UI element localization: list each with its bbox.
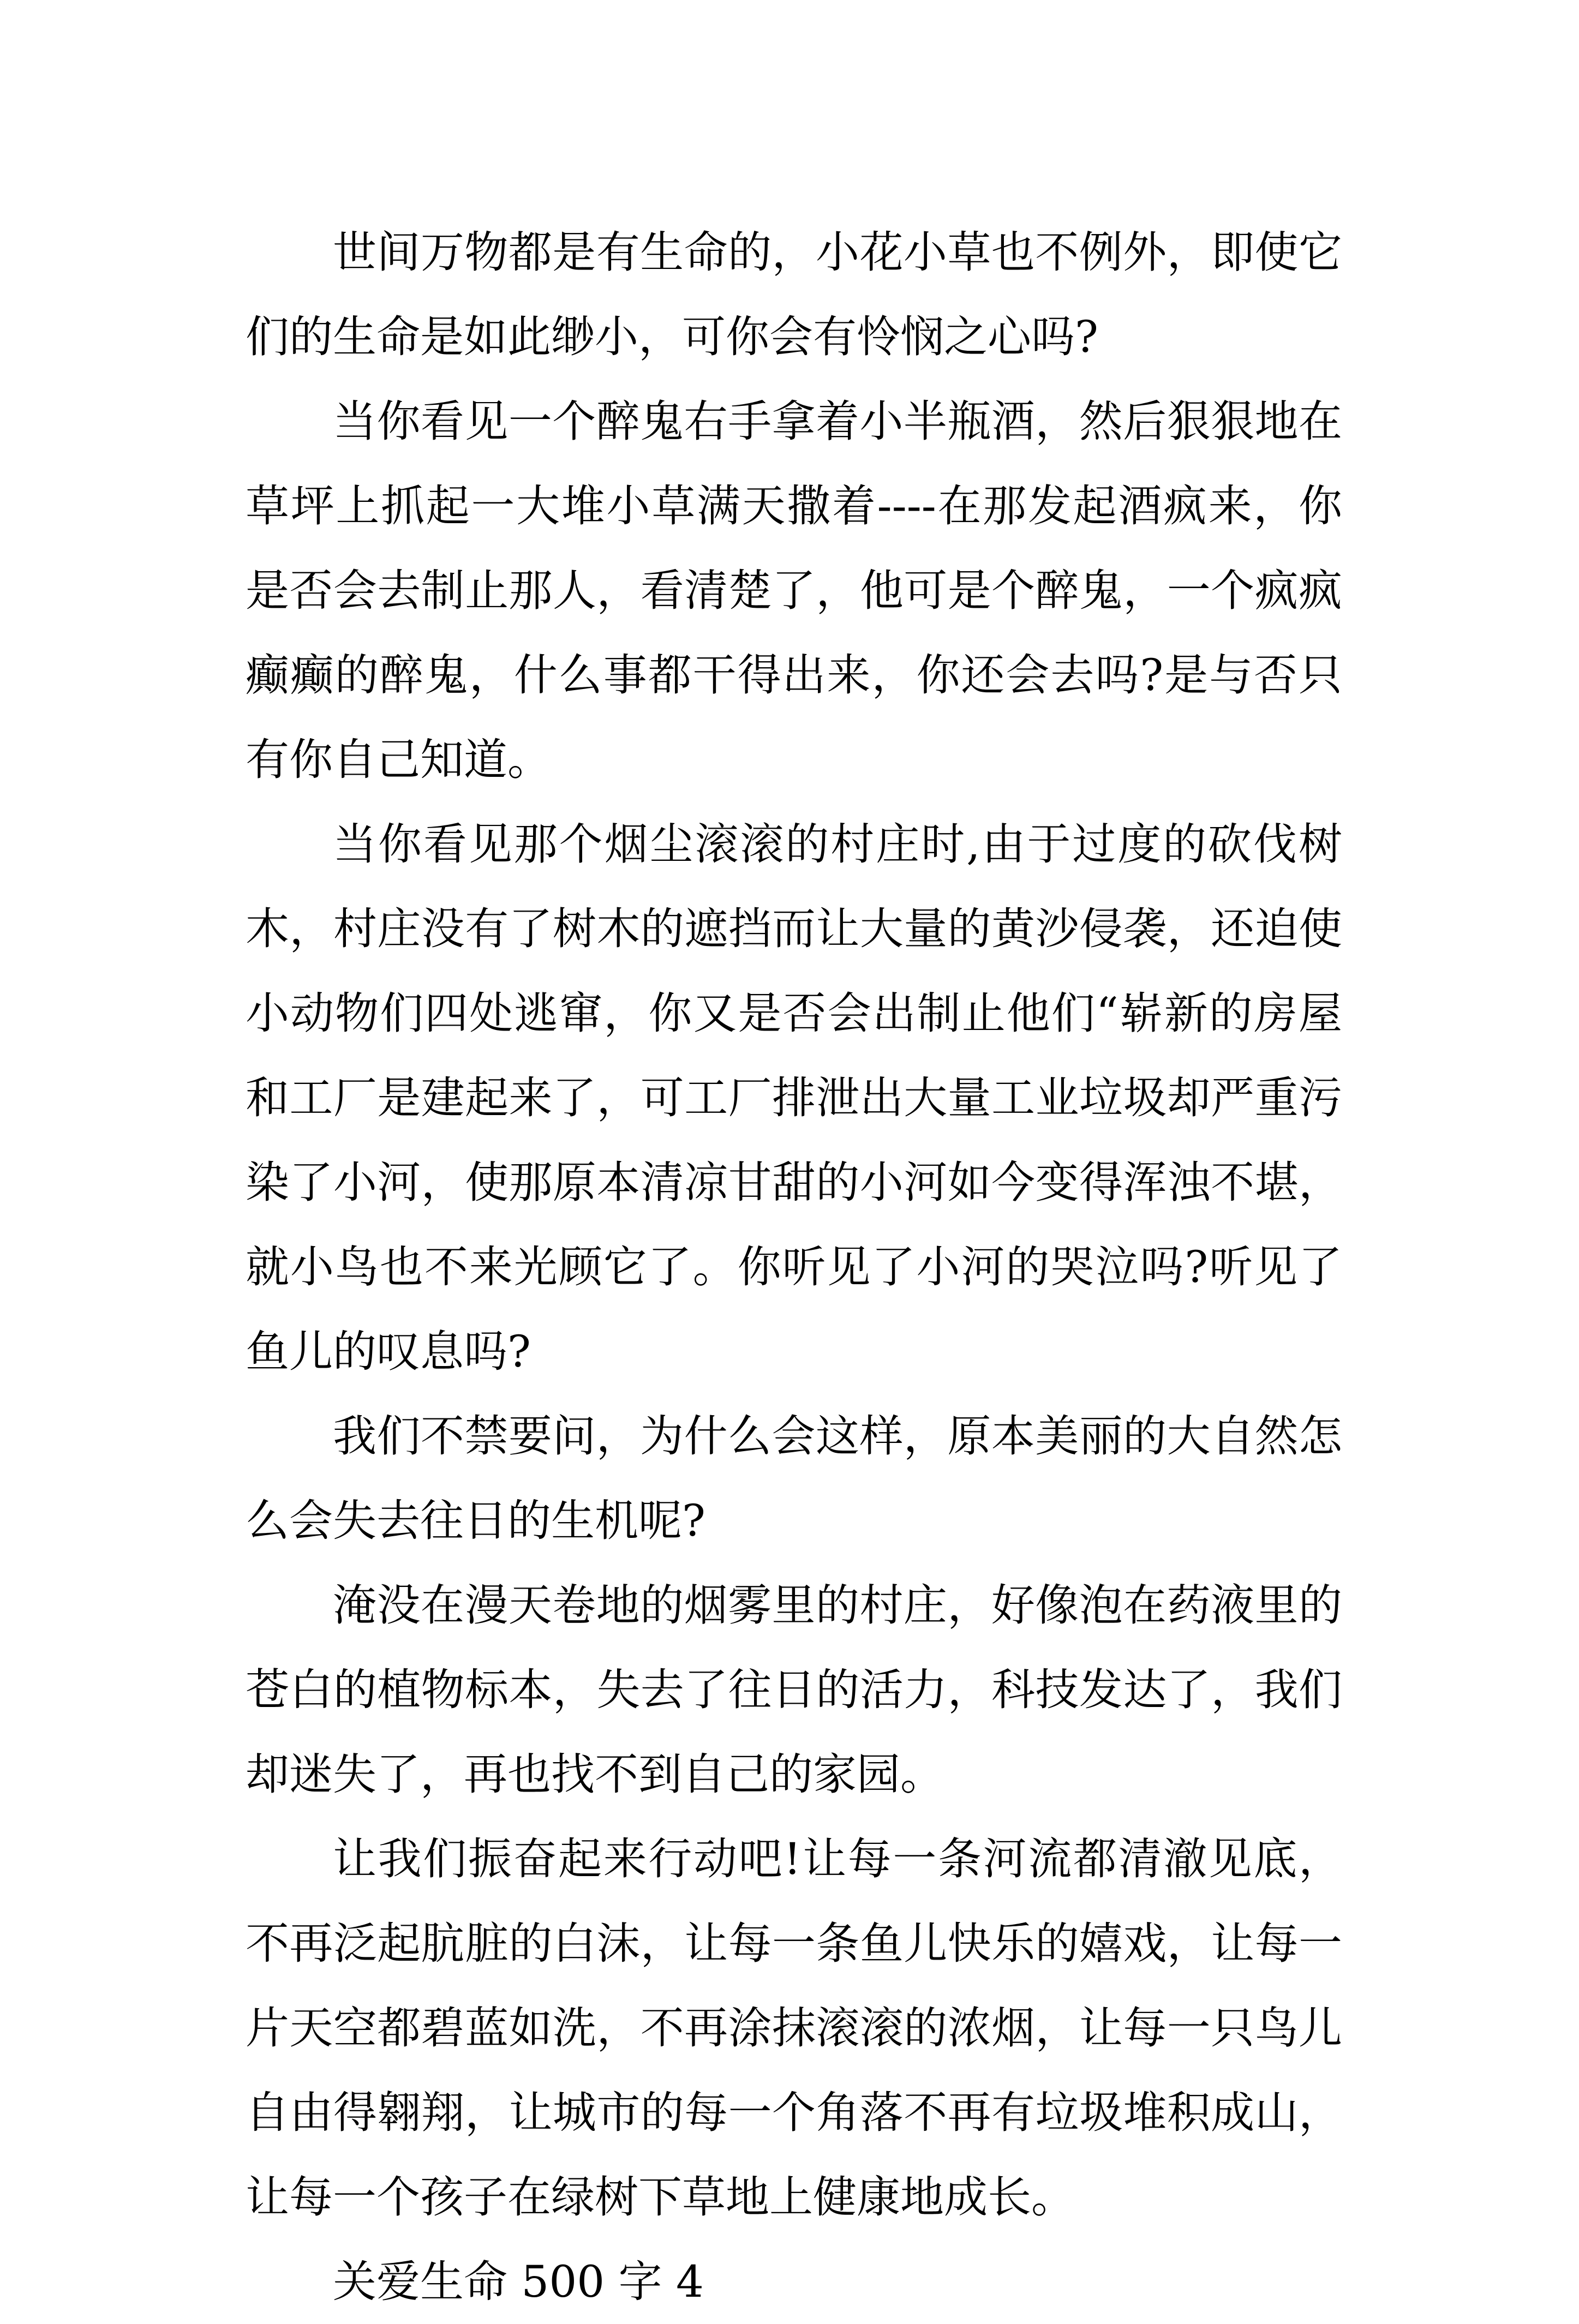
paragraph-6: 让我们振奋起来行动吧!让每一条河流都清澈见底，不再泛起肮脏的白沫，让每一条鱼儿快乐的嬉戏，让每一片天空都碧蓝如洗，不再涂抹滚滚的浓烟，让每一只鸟儿自由得翱翔，让城市的每一个角落不再有垃圾堆积成山，让每一个孩子在绿树下草地上健康地成长。 — [246, 1834, 1342, 2223]
paragraph-1: 世间万物都是有生命的，小花小草也不例外，即使它们的生命是如此缈小，可你会有怜悯之心吗? — [246, 227, 1342, 362]
paragraph-4: 我们不禁要问，为什么会这样，原本美丽的大自然怎么会失去往日的生机呢? — [246, 1411, 1342, 1546]
document-body — [246, 210, 1342, 2324]
paragraph-3: 当你看见那个烟尘滚滚的村庄时,由于过度的砍伐树木，村庄没有了树木的遮挡而让大量的黄沙侵袭，还迫使小动物们四处逃窜，你又是否会出制止他们“崭新的房屋和工厂是建起来了，可工厂排泄出大量工业垃圾却严重污染了小河，使那原本清凉甘甜的小河如今变得浑浊不堪，就小鸟也不来光顾它了。你听见了小河的哭泣吗?听见了鱼儿的叹息吗? — [246, 819, 1342, 1377]
section-heading: 关爱生命 500 字 4 — [333, 2256, 704, 2307]
paragraph-2: 当你看见一个醉鬼右手拿着小半瓶酒，然后狠狠地在草坪上抓起一大堆小草满天撒着----在那发起酒疯来，你是否会去制止那人，看清楚了，他可是个醉鬼，一个疯疯癫癫的醉鬼，什么事都干得出来，你还会去吗?是与否只有你自己知道。 — [246, 396, 1342, 785]
paragraph-5: 淹没在漫天卷地的烟雾里的村庄，好像泡在药液里的苍白的植物标本，失去了往日的活力，科技发达了，我们却迷失了，再也找不到自己的家园。 — [246, 1580, 1342, 1800]
